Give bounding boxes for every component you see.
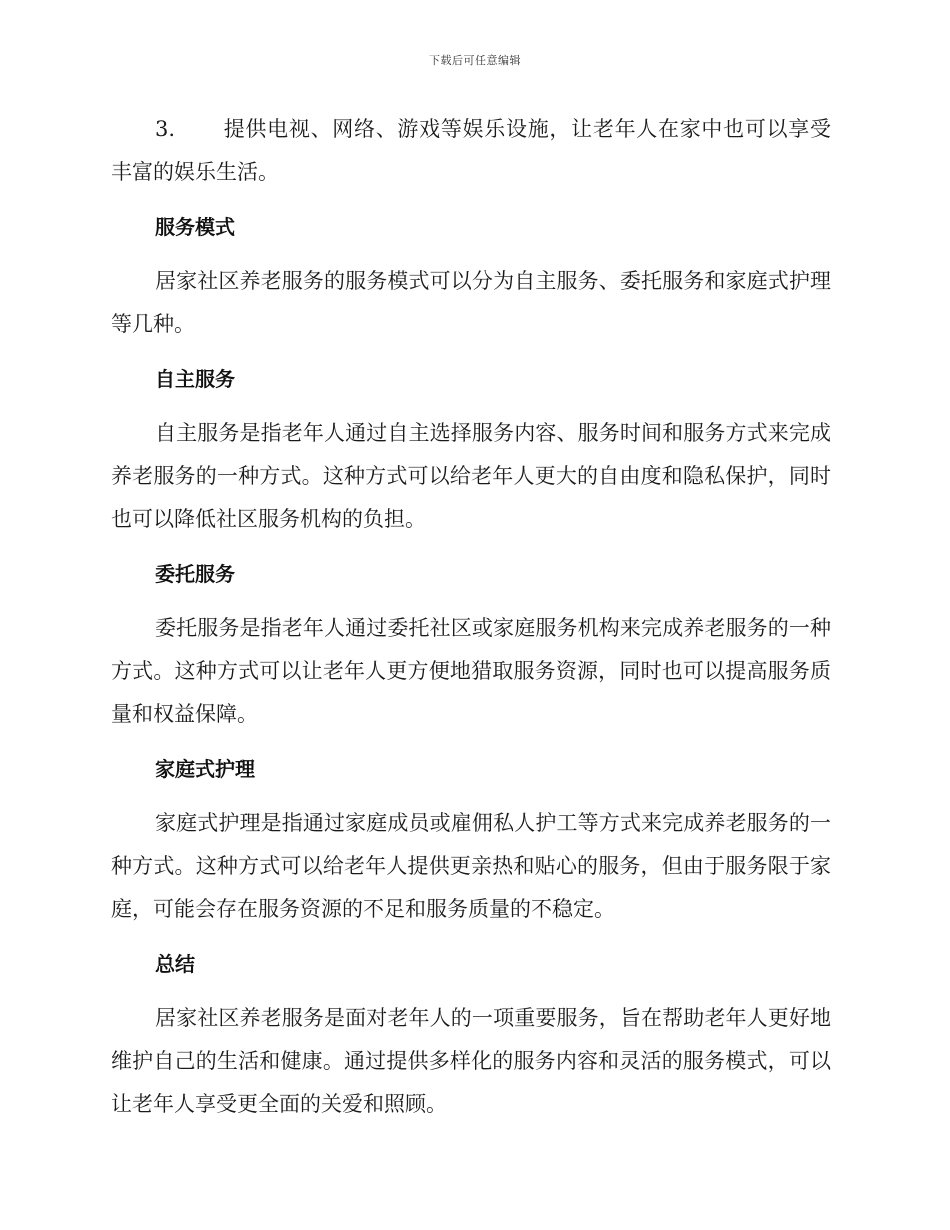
list-item-3	[111, 108, 831, 194]
page-header: 下载后可任意编辑	[429, 54, 521, 67]
paragraph-home-care: 家庭式护理是指通过家庭成员或雇佣私人护工等方式来完成养老服务的一种方式。这种方式可以给老年人提供更亲热和贴心的服务，但由于服务限于家庭，可能会存在服务资源的不足和服务质量的不稳定。	[111, 811, 831, 921]
heading-service-mode: 服务模式	[155, 215, 235, 239]
paragraph-summary: 居家社区养老服务是面对老年人的一项重要服务，旨在帮助老年人更好地维护自己的生活和健康。通过提供多样化的服务内容和灵活的服务模式，可以让老年人享受更全面的关爱和照顾。	[111, 1006, 831, 1116]
list-item-text: 提供电视、网络、游戏等娱乐设施，让老年人在家中也可以享受丰富的娱乐生活。	[111, 117, 831, 184]
paragraph-self-service: 自主服务是指老年人通过自主选择服务内容、服务时间和服务方式来完成养老服务的一种方式。这种方式可以给老年人更大的自由度和隐私保护，同时也可以降低社区服务机构的负担。	[111, 421, 831, 531]
heading-entrusted-service: 委托服务	[155, 562, 235, 586]
paragraph-service-mode: 居家社区养老服务的服务模式可以分为自主服务、委托服务和家庭式护理等几种。	[111, 269, 831, 336]
heading-home-care: 家庭式护理	[155, 757, 255, 781]
paragraph-entrusted-service: 委托服务是指老年人通过委托社区或家庭服务机构来完成养老服务的一种方式。这种方式可以让老年人更方便地猎取服务资源，同时也可以提高服务质量和权益保障。	[111, 616, 831, 726]
heading-summary: 总结	[155, 952, 195, 976]
heading-self-service: 自主服务	[155, 367, 235, 391]
list-number: 3.	[155, 117, 176, 141]
document-body	[111, 108, 831, 1146]
